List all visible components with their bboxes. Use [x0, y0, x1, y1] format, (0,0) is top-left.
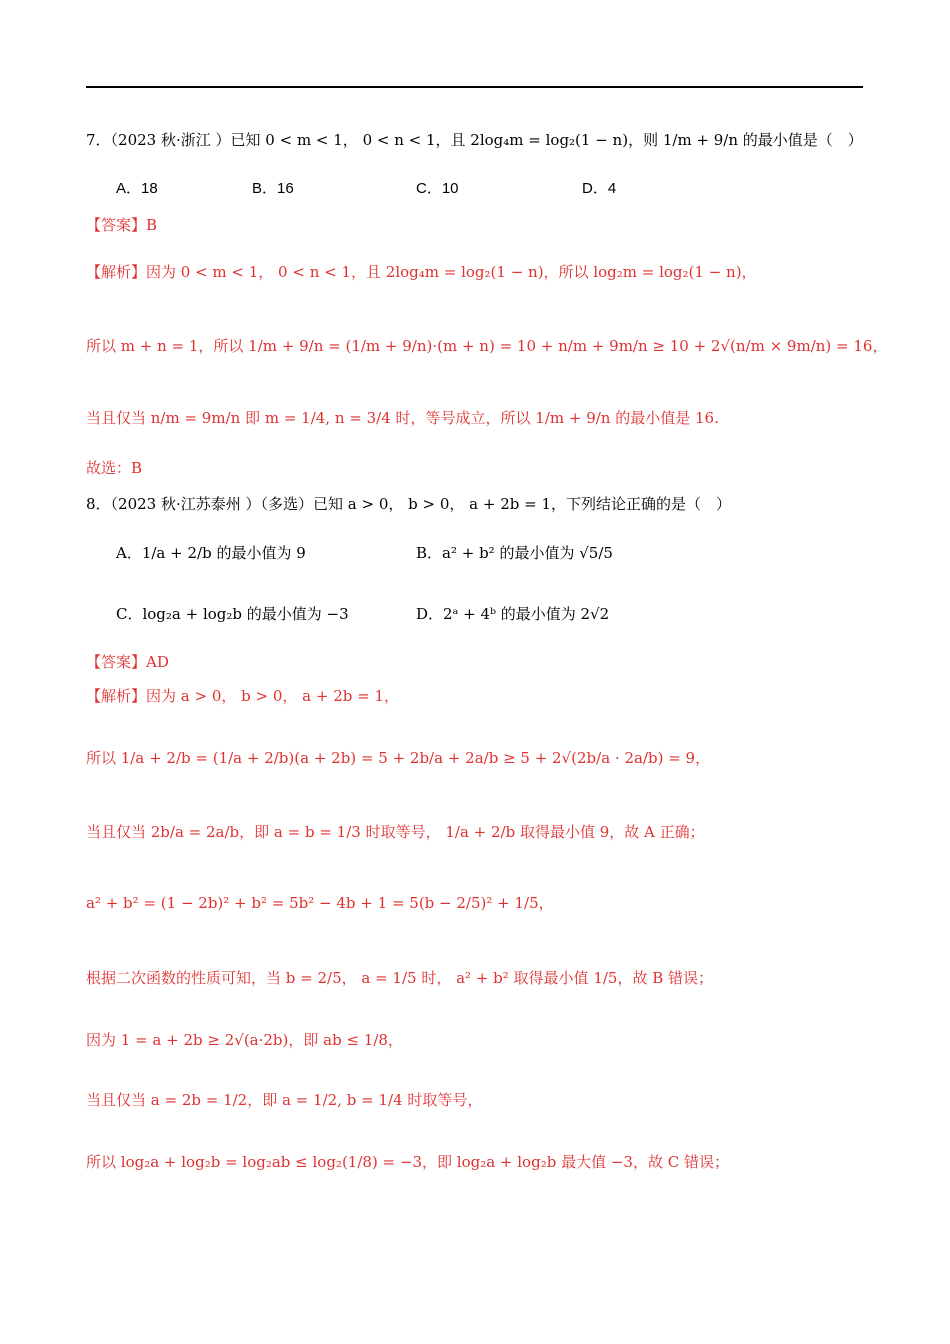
q8-analysis-line-1: 【解析】因为 a > 0， b > 0， a + 2b = 1， — [86, 687, 399, 705]
q8-option-d: D．2ᵃ + 4ᵇ 的最小值为 2√2 — [416, 605, 610, 623]
header-rule — [86, 86, 863, 88]
q7-stem: 7．（2023 秋·浙江 ）已知 0 < m < 1， 0 < n < 1，且 2log₄m = log₂(1 − n)，则 1/m + 9/n 的最小值是（ ） — [86, 131, 863, 149]
q7-analysis-line-2: 所以 m + n = 1，所以 1/m + 9/n = (1/m + 9/n)·(m + n) = 10 + n/m + 9m/n ≥ 10 + 2√(n/m × 9m/n) = 16， — [86, 337, 888, 355]
q7-option-c: C．10 — [416, 180, 459, 197]
q8-option-a: A．1/a + 2/b 的最小值为 9 — [116, 544, 306, 562]
q8-analysis-line-7: 当且仅当 a = 2b = 1/2，即 a = 1/2, b = 1/4 时取等号， — [86, 1091, 483, 1109]
q8-analysis-line-5: 根据二次函数的性质可知，当 b = 2/5， a = 1/5 时， a² + b² 取得最小值 1/5，故 B 错误； — [86, 969, 714, 987]
q8-analysis-line-2: 所以 1/a + 2/b = (1/a + 2/b)(a + 2b) = 5 + 2b/a + 2a/b ≥ 5 + 2√(2b/a · 2a/b) = 9， — [86, 749, 711, 767]
q7-analysis-line-3: 当且仅当 n/m = 9m/n 即 m = 1/4, n = 3/4 时，等号成立，所以 1/m + 9/n 的最小值是 16. — [86, 409, 719, 427]
q7-option-d: D．4 — [582, 180, 617, 197]
q7-option-b: B．16 — [252, 180, 294, 197]
q8-answer: 【答案】AD — [86, 653, 169, 671]
q8-analysis-line-3: 当且仅当 2b/a = 2a/b，即 a = b = 1/3 时取等号， 1/a + 2/b 取得最小值 9，故 A 正确； — [86, 823, 705, 841]
q8-analysis-line-6: 因为 1 = a + 2b ≥ 2√(a·2b)，即 ab ≤ 1/8， — [86, 1031, 403, 1049]
q8-stem: 8．（2023 秋·江苏泰州 ）（多选）已知 a > 0， b > 0， a + 2b = 1，下列结论正确的是（ ） — [86, 495, 732, 513]
q7-analysis-line-4: 故选：B — [86, 459, 143, 477]
q8-analysis-line-8: 所以 log₂a + log₂b = log₂ab ≤ log₂(1/8) = −3，即 log₂a + log₂b 最大值 −3，故 C 错误； — [86, 1153, 729, 1171]
q8-option-b: B．a² + b² 的最小值为 √5/5 — [416, 544, 613, 562]
q7-analysis-line-1: 【解析】因为 0 < m < 1， 0 < n < 1，且 2log₄m = log₂(1 − n)，所以 log₂m = log₂(1 − n)， — [86, 263, 757, 281]
q7-answer: 【答案】B — [86, 216, 158, 234]
q7-option-a: A．18 — [116, 180, 158, 197]
q8-analysis-line-4: a² + b² = (1 − 2b)² + b² = 5b² − 4b + 1 = 5(b − 2/5)² + 1/5， — [86, 894, 554, 912]
q8-option-c: C．log₂a + log₂b 的最小值为 −3 — [116, 605, 349, 623]
